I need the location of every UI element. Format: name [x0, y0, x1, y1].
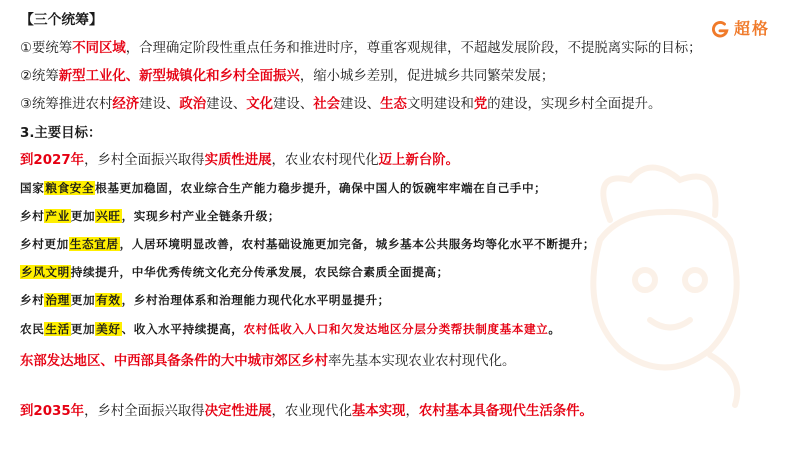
mascot-watermark-icon	[550, 150, 780, 410]
coordination-item-3: ③统筹推进农村经济建设、政治建设、文化建设、社会建设、生态文明建设和党的建设，实现乡村全面提升。	[20, 97, 662, 112]
coordination-item-2: ②统筹新型工业化、新型城镇化和乡村全面振兴，缩小城乡差别，促进城乡共同繁荣发展；	[20, 69, 555, 84]
goal-line-ecology: 乡村更加生态宜居，人居环境明显改善，农村基础设施更加完备，城乡基本公共服务均等化水平不断提升；	[20, 237, 596, 251]
goal-line-industry: 乡村产业更加兴旺，实现乡村产业全链条升级；	[20, 209, 281, 223]
section-header: 【三个统筹】	[20, 12, 103, 28]
brand-logo-icon	[711, 20, 729, 38]
goal-2035: 到2035年，乡村全面振兴取得决定性进展，农业现代化基本实现，农村基本具备现代生活条件。	[20, 404, 593, 419]
goal-line-governance: 乡村治理更加有效，乡村治理体系和治理能力现代化水平明显提升；	[20, 293, 390, 307]
brand-logo-text: 超格	[733, 19, 770, 38]
goal-line-food-security: 国家粮食安全根基更加稳固，农业综合生产能力稳步提升，确保中国人的饭碗牢牢端在自己手中；	[20, 181, 547, 195]
goal-2027: 到2027年，乡村全面振兴取得实质性进展，农业农村现代化迈上新台阶。	[20, 153, 459, 168]
goal-line-livelihood: 农民生活更加美好、收入水平持续提高，农村低收入人口和欠发达地区分层分类帮扶制度基本建立。	[20, 322, 561, 336]
goals-heading: 3.主要目标：	[20, 126, 102, 141]
eastern-regions-line: 东部发达地区、中西部具备条件的大中城市郊区乡村率先基本实现农业农村现代化。	[20, 354, 516, 369]
brand-logo	[711, 20, 770, 38]
goal-line-civility: 乡风文明持续提升，中华优秀传统文化充分传承发展，农民综合素质全面提高；	[21, 265, 449, 279]
coordination-item-1: ①要统筹不同区域，合理确定阶段性重点任务和推进时序，尊重客观规律，不超越发展阶段，不提脱离实际的目标；	[20, 41, 702, 56]
